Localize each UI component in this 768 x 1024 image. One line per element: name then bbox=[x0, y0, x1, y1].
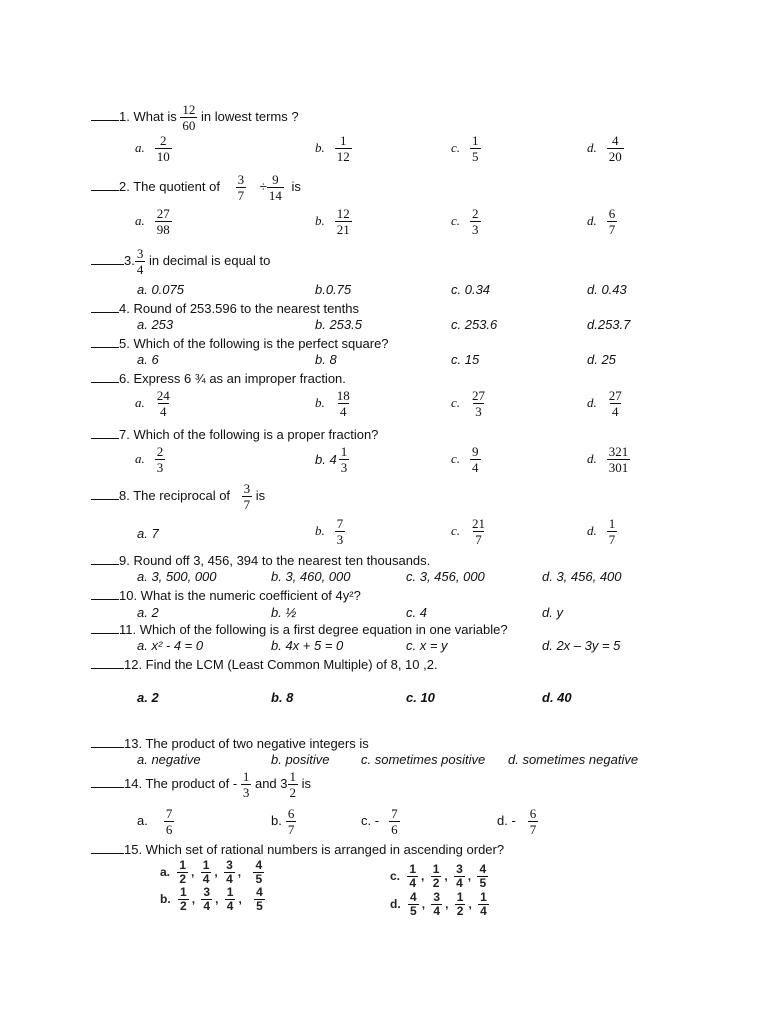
question-2-choices bbox=[0, 206, 768, 242]
choice-d[interactable]: d. $\frac{27}{4}$ bbox=[587, 388, 622, 419]
choice-b[interactable]: b. 8 bbox=[271, 690, 294, 705]
choice-c[interactable]: c. $\frac{1}{4}$ , $\frac{1}{2}$ , $\frac{3}{4}$ , $\frac{4}{5}$ bbox=[390, 862, 487, 890]
question-4-stem: 4. Round of 253.596 to the nearest tenths bbox=[91, 301, 359, 316]
question-3-choices bbox=[0, 282, 768, 298]
choice-d[interactable]: d. 2x – 3y = 5 bbox=[542, 638, 621, 653]
answer-blank[interactable] bbox=[91, 301, 119, 313]
choice-a[interactable]: a. 0.075 bbox=[137, 282, 184, 297]
choice-c[interactable]: c. - $\frac{7}{6}$ bbox=[361, 806, 398, 837]
answer-blank[interactable] bbox=[91, 776, 124, 788]
choice-d[interactable]: d. $\frac{4}{5}$ , $\frac{3}{4}$ , $\frac{1}{2}$ , $\frac{1}{4}$ bbox=[390, 890, 487, 918]
question-5-stem: 5. Which of the following is the perfect square? bbox=[91, 336, 389, 351]
choice-c[interactable]: c. $\frac{1}{5}$ bbox=[451, 133, 479, 164]
choice-a[interactable]: a. 6 bbox=[137, 352, 159, 367]
question-2 bbox=[0, 171, 768, 207]
choice-b[interactable]: b. 4x + 5 = 0 bbox=[271, 638, 344, 653]
answer-blank[interactable] bbox=[91, 253, 124, 265]
question-12-stem: 12. Find the LCM (Least Common Multiple) of 8, 10 ,2. bbox=[91, 657, 438, 672]
answer-blank[interactable] bbox=[91, 622, 119, 634]
choice-c[interactable]: c. $\frac{27}{3}$ bbox=[451, 388, 486, 419]
answer-blank[interactable] bbox=[91, 842, 124, 854]
choice-d[interactable]: d.253.7 bbox=[587, 317, 631, 332]
choice-d[interactable]: d. 0.43 bbox=[587, 282, 627, 297]
choice-c[interactable]: c. 4 bbox=[406, 605, 427, 620]
answer-blank[interactable] bbox=[91, 179, 119, 191]
choice-c[interactable]: c. $\frac{9}{4}$ bbox=[451, 444, 479, 475]
question-1 bbox=[0, 96, 768, 132]
answer-blank[interactable] bbox=[91, 109, 119, 121]
question-13 bbox=[0, 736, 768, 752]
question-1-stem: 1. What is $\frac{12}{60}$ in lowest terms ? bbox=[91, 102, 299, 133]
choice-c[interactable]: c. 10 bbox=[406, 690, 435, 705]
choice-d[interactable]: d. 25 bbox=[587, 352, 616, 367]
choice-a[interactable]: a. $\frac{24}{4}$ bbox=[135, 388, 170, 419]
question-8-stem: 8. The reciprocal of $\frac{3}{7}$ is bbox=[91, 481, 265, 512]
answer-blank[interactable] bbox=[91, 488, 119, 500]
question-3-stem: 3. $\frac{3}{4}$ in decimal is equal to bbox=[91, 246, 270, 277]
question-12 bbox=[0, 657, 768, 673]
choice-a[interactable]: a. 253 bbox=[137, 317, 174, 332]
question-10 bbox=[0, 588, 768, 604]
fraction: $\frac{12}{60}$ bbox=[182, 102, 196, 133]
choice-b[interactable]: b. 253.5 bbox=[315, 317, 362, 332]
question-10-choices bbox=[0, 605, 768, 621]
choice-d[interactable]: d. $\frac{321}{301}$ bbox=[587, 444, 629, 475]
choice-a[interactable]: a. 2 bbox=[137, 690, 159, 705]
choice-a[interactable]: a. 2 bbox=[137, 605, 159, 620]
question-6 bbox=[0, 371, 768, 387]
question-9-choices bbox=[0, 569, 768, 585]
choice-d[interactable]: d. $\frac{6}{7}$ bbox=[587, 206, 616, 237]
choice-a[interactable]: a. x² - 4 = 0 bbox=[137, 638, 204, 653]
question-6-stem: 6. Express 6 ¾ as an improper fraction. bbox=[91, 371, 346, 386]
choice-b[interactable]: b.0.75 bbox=[315, 282, 352, 297]
question-5-choices bbox=[0, 352, 768, 368]
choice-b[interactable]: b. $\frac{1}{12}$ bbox=[315, 133, 350, 164]
choice-d[interactable]: d. $\frac{1}{7}$ bbox=[587, 516, 616, 547]
choice-b[interactable]: b. ½ bbox=[271, 605, 297, 620]
choice-b[interactable]: b. $\frac{6}{7}$ bbox=[271, 806, 295, 837]
question-14-choices bbox=[0, 806, 768, 842]
choice-b[interactable]: b. positive bbox=[271, 752, 330, 767]
choice-a[interactable]: a. $\frac{2}{3}$ bbox=[135, 444, 164, 475]
choice-c[interactable]: c. 0.34 bbox=[451, 282, 491, 297]
question-9 bbox=[0, 553, 768, 569]
question-10-stem: 10. What is the numeric coefficient of 4y²? bbox=[91, 588, 361, 603]
choice-b[interactable]: b. 8 bbox=[315, 352, 337, 367]
choice-a[interactable]: a. negative bbox=[137, 752, 201, 767]
choice-b[interactable]: b. $\frac{1}{2}$ , $\frac{3}{4}$ , $\frac{1}{4}$ , $\frac{4}{5}$ bbox=[160, 885, 263, 913]
answer-blank[interactable] bbox=[91, 427, 119, 439]
choice-c[interactable]: c. $\frac{2}{3}$ bbox=[451, 206, 479, 237]
question-11-stem: 11. Which of the following is a first degree equation in one variable? bbox=[91, 622, 508, 637]
choice-c[interactable]: c. 3, 456, 000 bbox=[406, 569, 485, 584]
choice-b[interactable]: b. $\frac{18}{4}$ bbox=[315, 388, 350, 419]
question-3 bbox=[0, 246, 768, 280]
answer-blank[interactable] bbox=[91, 736, 124, 748]
answer-blank[interactable] bbox=[91, 657, 124, 669]
choice-c[interactable]: c. 15 bbox=[451, 352, 480, 367]
answer-blank[interactable] bbox=[91, 371, 119, 383]
choice-d[interactable]: d. y bbox=[542, 605, 563, 620]
question-13-choices bbox=[0, 752, 768, 768]
question-2-stem: 2. The quotient of $\frac{3}{7}$ ÷ $\frac{9}{14}$ is bbox=[91, 172, 301, 203]
choice-a[interactable]: a. $\frac{1}{2}$ , $\frac{1}{4}$ , $\frac{3}{4}$ , $\frac{4}{5}$ bbox=[160, 858, 263, 886]
question-4 bbox=[0, 301, 768, 317]
choice-a[interactable]: a. 7 bbox=[137, 526, 159, 541]
question-1-choices bbox=[0, 131, 768, 165]
choice-b[interactable]: b. 3, 460, 000 bbox=[271, 569, 351, 584]
question-8-choices bbox=[0, 516, 768, 552]
question-5 bbox=[0, 336, 768, 352]
question-9-stem: 9. Round off 3, 456, 394 to the nearest ten thousands. bbox=[91, 553, 430, 568]
choice-c[interactable]: c. $\frac{21}{7}$ bbox=[451, 516, 486, 547]
choice-d[interactable]: d. sometimes negative bbox=[508, 752, 639, 767]
choice-d[interactable]: d. 40 bbox=[542, 690, 572, 705]
question-8 bbox=[0, 481, 768, 517]
question-7-choices bbox=[0, 444, 768, 480]
answer-blank[interactable] bbox=[91, 553, 119, 565]
question-4-choices bbox=[0, 317, 768, 333]
question-15 bbox=[0, 842, 768, 858]
choice-c[interactable]: c. sometimes positive bbox=[361, 752, 486, 767]
question-13-stem: 13. The product of two negative integers is bbox=[91, 736, 369, 751]
choice-d[interactable]: d. $\frac{4}{20}$ bbox=[587, 133, 622, 164]
choice-b[interactable]: b. $\frac{12}{21}$ bbox=[315, 206, 350, 237]
answer-blank[interactable] bbox=[91, 588, 119, 600]
choice-a[interactable]: a. $\frac{7}{6}$ bbox=[137, 806, 173, 837]
choice-a[interactable]: a. $\frac{2}{10}$ bbox=[135, 133, 170, 164]
question-11 bbox=[0, 622, 768, 638]
question-14 bbox=[0, 769, 768, 805]
question-11-choices bbox=[0, 638, 768, 654]
question-14-stem: 14. The product of - $\frac{1}{3}$ and 3 $\frac{1}{2}$ is bbox=[91, 769, 311, 800]
choice-a[interactable]: a. 3, 500, 000 bbox=[137, 569, 217, 584]
choice-b[interactable]: b. 4 1 3 bbox=[315, 444, 348, 475]
question-15-stem: 15. Which set of rational numbers is arranged in ascending order? bbox=[91, 842, 504, 857]
answer-blank[interactable] bbox=[91, 336, 119, 348]
question-6-choices bbox=[0, 388, 768, 424]
choice-c[interactable]: c. x = y bbox=[406, 638, 448, 653]
choice-d[interactable]: d. - $\frac{6}{7}$ bbox=[497, 806, 537, 837]
choice-b[interactable]: b. $\frac{7}{3}$ bbox=[315, 516, 344, 547]
choice-d[interactable]: d. 3, 456, 400 bbox=[542, 569, 622, 584]
choice-a[interactable]: a. $\frac{27}{98}$ bbox=[135, 206, 170, 237]
question-7-stem: 7. Which of the following is a proper fraction? bbox=[91, 427, 378, 442]
choice-c[interactable]: c. 253.6 bbox=[451, 317, 498, 332]
question-7 bbox=[0, 427, 768, 443]
question-12-choices bbox=[0, 690, 768, 706]
